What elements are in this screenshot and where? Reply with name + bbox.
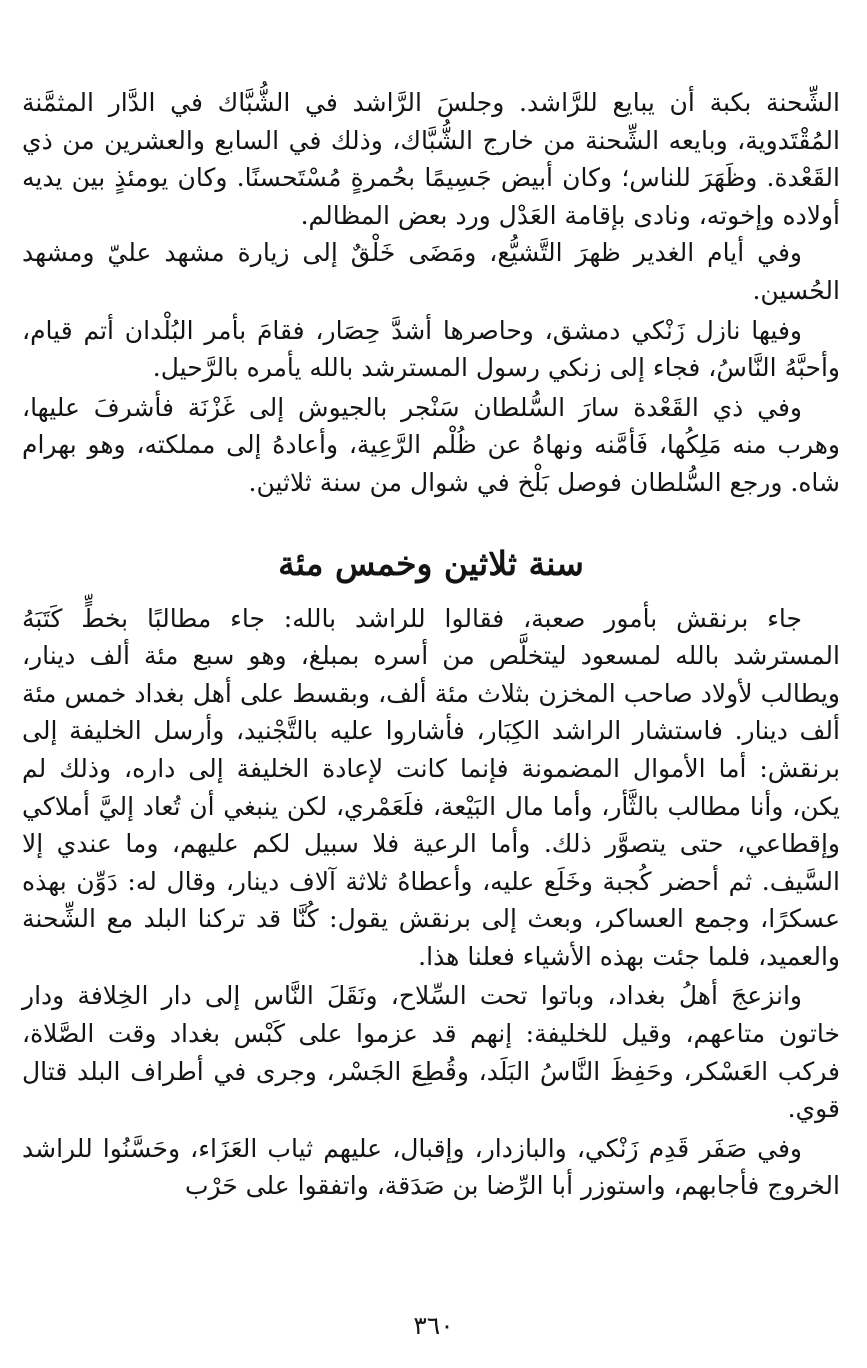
- section-heading: سنة ثلاثين وخمس مئة: [278, 543, 584, 583]
- page-number: ٣٦٠: [413, 1311, 454, 1340]
- body-text: [22, 84, 840, 1205]
- paragraph: وفيها نازل زَنْكي دمشق، وحاصرها أشدَّ حِصَار، فقامَ بأمر البُلْدان أتم قيام، وأحبَّهُ النَّاسُ، فجاء إلى زنكي رسول المسترشد بالله يأمره بالرَّحيل.: [22, 315, 840, 383]
- paragraph: الشِّحنة بكبة أن يبايع للرَّاشد. وجلسَ الرَّاشد في الشُّبَّاك في الدَّار المثمَّنة المُقْتَدوية، وبايعه الشِّحنة من خارج الشُّبَّاك، وذلك في السابع والعشرين من ذي القَعْدة. وظَهَرَ للناس؛ وكان أبيض جَسِيمًا بحُمرةٍ مُسْتَحسنًا. وكان يومئذٍ بين يديه أولاده وإخوته، ونادى بإقامة العَدْل ورد بعض المظالم.: [22, 88, 840, 230]
- paragraph: وفي ذي القَعْدة سارَ السُّلطان سَنْجر بالجيوش إلى غَزْنَة فأشرفَ عليها، وهرب منه مَلِكُها، فَأمَّنه ونهاهُ عن ظُلْم الرَّعِية، وأعادهُ إلى مملكته، وهو بهرام شاه. ورجع السُّلطان فوصل بَلْخ في شوال من سنة ثلاثين.: [22, 392, 840, 497]
- paragraph: وانزعجَ أهلُ بغداد، وباتوا تحت السِّلاح، ونَقَلَ النَّاس إلى دار الخِلافة ودار خاتون متاعهم، وقيل للخليفة: إنهم قد عزموا على كَبْس بغداد وقت الصَّلاة، فركب العَسْكر، وحَفِظَ النَّاسُ البَلَد، وقُطِعَ الجَسْر، وجرى في أطراف البلد قتال قوي.: [22, 981, 840, 1124]
- paragraph: وفي أيام الغدير ظهرَ التَّشيُّع، ومَضَى خَلْقٌ إلى زيارة مشهد عليّ ومشهد الحُسين.: [22, 238, 840, 305]
- paragraph: جاء برنقش بأمور صعبة، فقالوا للراشد بالله: جاء مطالبًا بخطٍّ كَتَبَهُ المسترشد بالله لمسعود ليتخلَّص من أسره بمبلغ، وهو سبع مئة ألف دينار، ويطالب لأولاد صاحب المخزن بثلاث مئة ألف، وبقسط على أهل بغداد خمس مئة ألف دينار. فاستشار الراشد الكِبَار، فأشاروا عليه بالتَّجْنيد، وأرسل الخليفة إلى برنقش: أما الأموال المضمونة فإنما كانت لإعادة الخليفة إلى داره، وذلك لم يكن، وأنا مطالب بالثَّأر، وأما مال البَيْعة، فلَعَمْري، لكن ينبغي أن تُعاد إليَّ أملاكي وإقطاعي، حتى يتصوَّر ذلك. وأما الرعية فلا سبيل لكم عليهم، وما عندي إلا السَّيف. ثم أحضر كُجبة وخَلَع عليه، وأعطاهُ ثلاثة آلاف دينار، وقال له: دَوِّن بهذه عسكرًا، وجمع العساكر، وبعث إلى برنقش يقول: كُنَّا قد تركنا البلد مع الشِّحنة والعميد، فلما جئت بهذه الأشياء فعلنا هذا.: [22, 603, 840, 971]
- paragraph: وفي صَفَر قَدِم زَنْكي، والبازدار، وإقبال، عليهم ثياب العَزَاء، وحَسَّنُوا للراشد الخروج فأجابهم، واستوزر أبا الرِّضا بن صَدَقة، واتفقوا على حَرْب: [22, 1133, 840, 1201]
